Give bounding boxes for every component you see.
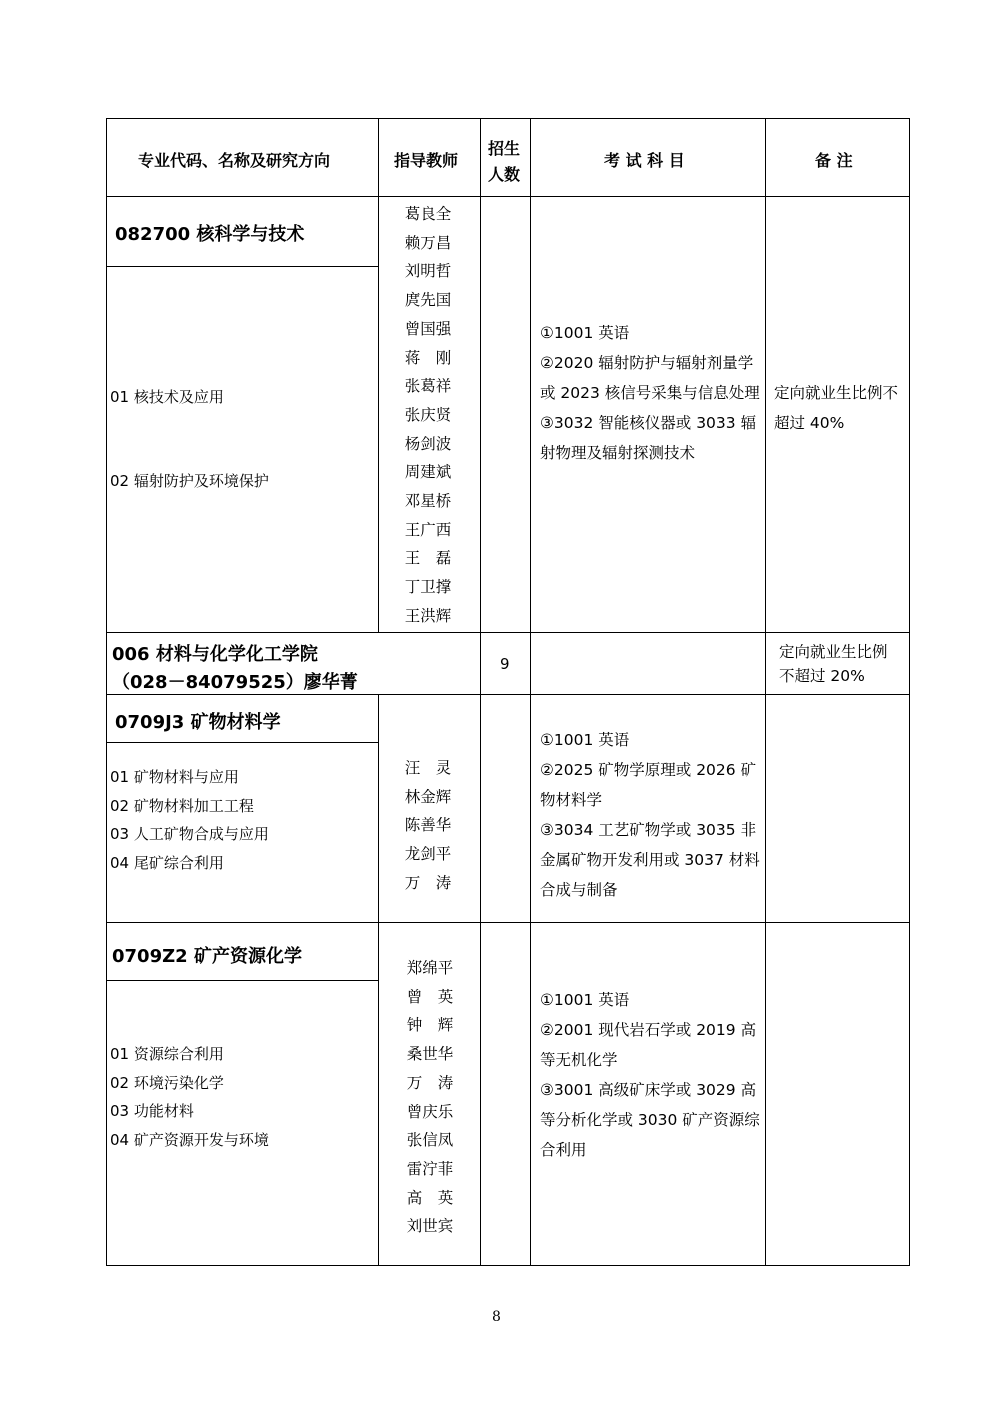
teacher-name: 刘明哲 — [404, 262, 452, 281]
table-border-top — [106, 118, 910, 119]
program-title: 0709J3 矿物材料学 — [115, 712, 281, 733]
teacher-name: 葛良全 — [404, 205, 452, 223]
enroll-count: 9 — [500, 655, 510, 673]
divider-line — [106, 922, 910, 923]
teacher-name: 赖万昌 — [404, 233, 452, 252]
exam-item: ②2001 现代岩石学或 2019 高等无机化学 — [540, 1021, 757, 1069]
direction-item: 02 矿物材料加工工程 — [110, 796, 254, 815]
exam-item: ③3032 智能核仪器或 3033 辐射物理及辐射探测技术 — [540, 414, 757, 462]
college-title: 006 材料与化学化工学院 — [112, 644, 318, 665]
direction-item: 02 辐射防护及环境保护 — [110, 472, 269, 490]
column-line — [480, 118, 481, 1266]
exam-item: ①1001 英语 — [540, 731, 630, 749]
teacher-name: 张庆贤 — [404, 405, 452, 424]
exam-subjects — [540, 985, 765, 1165]
page-number: 8 — [492, 1309, 501, 1325]
teacher-name: 万 涛 — [406, 1073, 454, 1092]
direction-item: 01 核技术及应用 — [110, 388, 224, 406]
divider-line — [106, 980, 378, 981]
exam-item: ①1001 英语 — [540, 324, 630, 342]
teacher-name: 郑绵平 — [406, 959, 454, 977]
teacher-name: 曾 英 — [406, 987, 454, 1006]
teacher-name: 丁卫撑 — [404, 578, 452, 597]
program-title: 082700 核科学与技术 — [115, 224, 305, 245]
exam-item: ②2020 辐射防护与辐射剂量学或 2023 核信号采集与信息处理 — [540, 354, 760, 402]
teacher-list — [378, 754, 478, 898]
header-teacher: 指导教师 — [394, 151, 459, 170]
direction-item: 01 资源综合利用 — [110, 1045, 224, 1063]
teacher-name: 曾庆乐 — [406, 1102, 454, 1121]
header-bottom-line — [106, 196, 910, 197]
table-border-left — [106, 118, 107, 1266]
header-enroll-line2: 人数 — [488, 165, 521, 184]
teacher-list — [380, 954, 480, 1241]
direction-item: 02 环境污染化学 — [110, 1073, 224, 1092]
teacher-name: 陈善华 — [404, 816, 452, 835]
college-contact: （028－84079525）廖华菁 — [112, 672, 358, 693]
note-text: 定向就业生比例不超过 20% — [779, 643, 888, 685]
header-major: 专业代码、名称及研究方向 — [138, 151, 331, 170]
program-title: 0709Z2 矿产资源化学 — [112, 946, 302, 967]
teacher-name: 刘世宾 — [406, 1217, 454, 1236]
note-text: 定向就业生比例不超过 40% — [774, 384, 899, 432]
header-note: 备 注 — [815, 151, 853, 170]
teacher-name: 汪 灵 — [404, 759, 452, 777]
divider-line — [106, 266, 378, 267]
exam-item: ③3001 高级矿床学或 3029 高等分析化学或 3030 矿产资源综合利用 — [540, 1081, 760, 1159]
teacher-name: 张信凤 — [406, 1131, 454, 1150]
teacher-name: 龙剑平 — [404, 845, 452, 864]
teacher-name: 周建斌 — [404, 463, 452, 482]
exam-subjects — [540, 318, 765, 468]
direction-item: 04 尾矿综合利用 — [110, 853, 224, 872]
divider-line — [106, 742, 378, 743]
teacher-name: 曾国强 — [404, 319, 452, 338]
teacher-name: 桑世华 — [406, 1045, 454, 1064]
teacher-name: 蒋 刚 — [404, 348, 452, 367]
exam-subjects — [540, 725, 765, 905]
teacher-name: 万 涛 — [404, 873, 452, 892]
teacher-name: 王洪辉 — [404, 606, 452, 625]
divider-line — [106, 694, 910, 695]
teacher-name: 高 英 — [406, 1188, 454, 1207]
direction-list — [110, 763, 269, 877]
direction-item: 04 矿产资源开发与环境 — [110, 1130, 269, 1149]
column-line — [530, 118, 531, 1266]
direction-item: 03 功能材料 — [110, 1102, 194, 1120]
header-exam: 考 试 科 目 — [604, 151, 685, 170]
exam-item: ②2025 矿物学原理或 2026 矿物材料学 — [540, 761, 757, 809]
divider-line — [106, 632, 910, 633]
teacher-name: 林金辉 — [404, 787, 452, 806]
teacher-name: 雷泞菲 — [406, 1159, 454, 1178]
exam-item: ③3034 工艺矿物学或 3035 非金属矿物开发利用或 3037 材料合成与制备 — [540, 821, 760, 899]
direction-item: 01 矿物材料与应用 — [110, 768, 239, 786]
teacher-name: 王 磊 — [404, 549, 452, 568]
teacher-name: 王广西 — [404, 520, 452, 539]
table-border-bottom — [106, 1265, 910, 1266]
header-enroll-line1: 招生 — [488, 139, 521, 158]
teacher-name: 邓星桥 — [404, 492, 452, 511]
teacher-name: 杨剑波 — [404, 434, 452, 453]
teacher-list — [378, 200, 478, 631]
table-border-right — [909, 118, 910, 1266]
teacher-name: 庹先国 — [404, 291, 452, 310]
direction-item: 03 人工矿物合成与应用 — [110, 825, 269, 843]
teacher-name: 钟 辉 — [406, 1016, 454, 1035]
column-line — [765, 118, 766, 1266]
direction-list — [110, 1040, 269, 1154]
exam-item: ①1001 英语 — [540, 991, 630, 1009]
teacher-name: 张葛祥 — [404, 377, 452, 396]
